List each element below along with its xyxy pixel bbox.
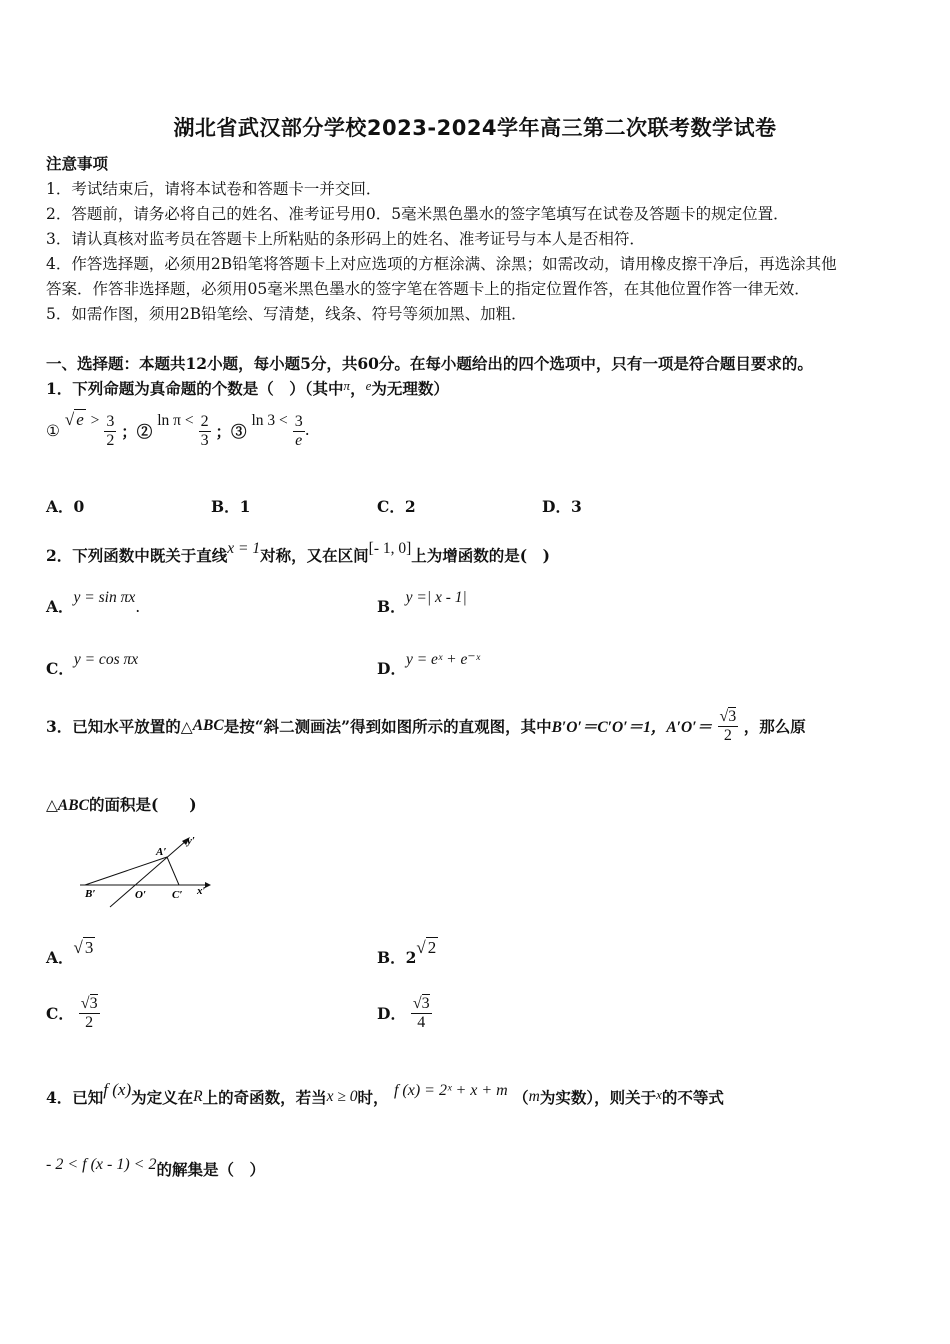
label-o: O′ bbox=[135, 889, 147, 901]
sqrt-e: √ e bbox=[64, 410, 84, 429]
exam-title: 湖北省武汉部分学校2023-2024学年高三第二次联考数学试卷 bbox=[173, 116, 777, 140]
question-1-stem: 1．下列命题为真命题的个数是（ ）（其中$^\pi$，$^e$为无理数） bbox=[46, 378, 449, 398]
question-3-stem: 3．已知水平放置的△ABC是按“斜二测画法”得到如图所示的直观图，其中B′O′＝C′O′＝1，A′O′＝ $\frac{√3}{2}$ ，那么原 bbox=[46, 708, 806, 744]
question-3-option-a[interactable]: A．√ 3 bbox=[46, 938, 94, 967]
question-1-option-b[interactable]: B．1 bbox=[211, 497, 251, 516]
segment-a-c bbox=[167, 857, 179, 885]
notice-heading: 注意事项 bbox=[46, 154, 109, 173]
notice-item-1: 1．考试结束后，请将本试卷和答题卡一并交回． bbox=[46, 180, 382, 198]
question-4-inequality: - 2 < f (x - 1) < 2的解集是（ ） bbox=[46, 1156, 265, 1179]
question-3-stem-cont: △ABC的面积是( ) bbox=[46, 795, 197, 814]
fraction-3-e: $\frac{3}{e}$ bbox=[294, 412, 303, 449]
question-1-option-a[interactable]: A．0 bbox=[46, 497, 85, 516]
oblique-projection-figure bbox=[70, 830, 220, 915]
fraction-3-2: $\frac{3}{2}$ bbox=[106, 412, 115, 449]
notice-item-4-cont: 答案．作答非选择题，必须用05毫米黑色墨水的签字笔在答题卡上的指定位置作答，在其他位置作答一律无效． bbox=[46, 280, 810, 298]
question-2-option-c[interactable]: C．y = cos πx bbox=[46, 651, 139, 678]
segment-b-a bbox=[85, 857, 167, 885]
question-2-stem: 2．下列函数中既关于直线x = 1对称，又在区间[- 1, 0]上为增函数的是( ) bbox=[46, 540, 550, 565]
label-x: x′ bbox=[197, 885, 206, 897]
question-3-option-c[interactable]: C． $\frac{√3}{2}$ bbox=[46, 995, 98, 1031]
x-axis-arrow bbox=[205, 882, 211, 888]
label-a: A′ bbox=[156, 846, 167, 858]
question-4-stem: 4．已知f (x)为定义在R上的奇函数，若当x ≥ 0时， f (x) = 2ˣ + x + m （m为实数），则关于$^x$的不等式 bbox=[46, 1080, 724, 1107]
label-y: y′ bbox=[187, 835, 195, 847]
question-2-option-a[interactable]: A．y = sin πx. bbox=[46, 589, 141, 616]
question-3-option-d[interactable]: D． $\frac{√3}{4}$ bbox=[377, 995, 430, 1031]
question-2-option-b[interactable]: B．y =| x - 1| bbox=[377, 589, 467, 616]
question-1-option-c[interactable]: C．2 bbox=[377, 497, 416, 516]
notice-item-2: 2．答题前，请务必将自己的姓名、准考证号用0．5毫米黑色墨水的签字笔填写在试卷及答题卡的规定位置． bbox=[46, 205, 789, 223]
question-3-option-b[interactable]: B．2√ 2 bbox=[377, 938, 437, 967]
label-c: C′ bbox=[172, 889, 183, 901]
question-2-option-d[interactable]: D．y = eˣ + e⁻ˣ bbox=[377, 651, 480, 678]
question-1-propositions: ① √ e > $\frac{3}{2}$ ；② ln π < $\frac{2}{3}$ ；③ ln 3 < $\frac{3}{e}$ . bbox=[46, 410, 310, 449]
fraction-2-3: $\frac{2}{3}$ bbox=[200, 412, 209, 449]
notice-item-3: 3．请认真核对监考员在答题卡上所粘贴的条形码上的姓名、准考证号与本人是否相符． bbox=[46, 230, 645, 248]
fraction-sqrt3-2: $\frac{√3}{2}$ bbox=[719, 708, 737, 744]
label-b: B′ bbox=[85, 888, 96, 900]
notice-item-4: 4．作答选择题，必须用2B铅笔将答题卡上对应选项的方框涂满、涂黑；如需改动，请用橡皮擦干净后，再选涂其他 bbox=[46, 255, 837, 273]
section-heading: 一、选择题：本题共12小题，每小题5分，共60分。在每小题给出的四个选项中，只有一项是符合题目要求的。 bbox=[46, 354, 813, 373]
notice-item-5: 5．如需作图，须用2B铅笔绘、写清楚，线条、符号等须加黑、加粗． bbox=[46, 305, 527, 323]
question-1-option-d[interactable]: D．3 bbox=[542, 497, 582, 516]
